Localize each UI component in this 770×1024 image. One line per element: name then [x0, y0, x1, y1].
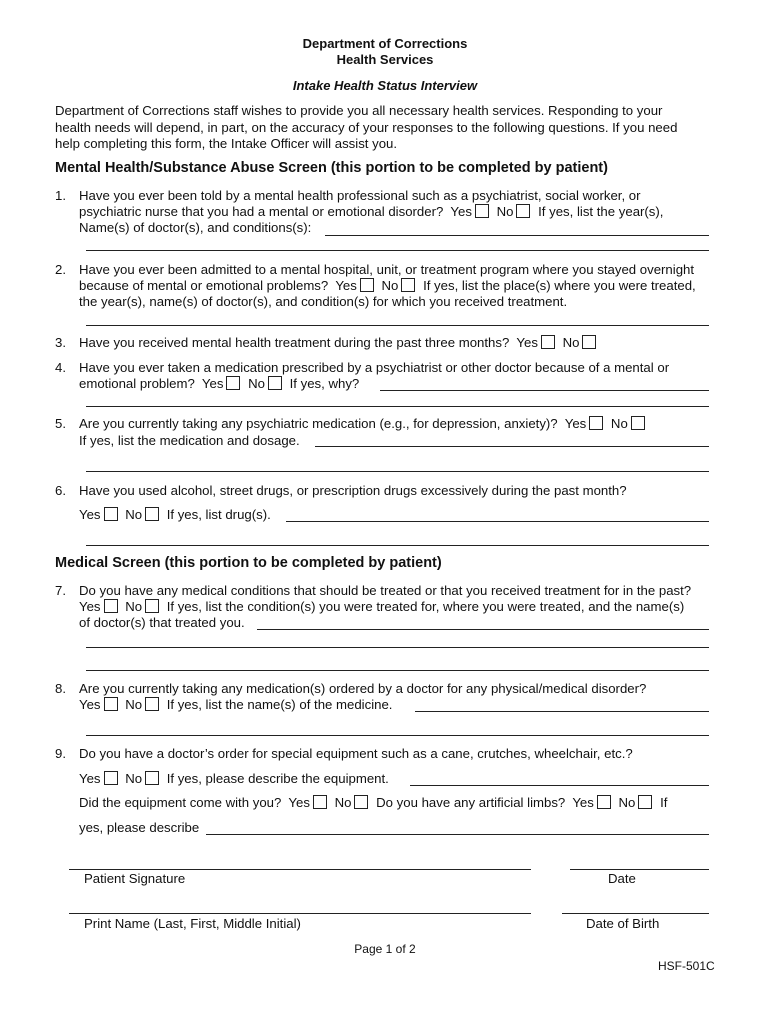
q5-number: 5.	[55, 416, 66, 431]
q9-text-3b: Do you have any artificial limbs?	[376, 795, 566, 810]
q3-text-1: Have you received mental health treatment during the past three months?	[79, 335, 510, 350]
q7-no-label: No	[125, 599, 143, 614]
q5-yes-checkbox[interactable]	[589, 416, 603, 430]
intro-line-1: Department of Corrections staff wishes to provide you all necessary health services. Responding to your	[55, 103, 663, 118]
q9-answer-line-2[interactable]	[206, 834, 709, 835]
q3-yes-label: Yes	[516, 335, 538, 350]
q7-text-1: Do you have any medical conditions that should be treated or that you received treatment for in the past?	[79, 583, 692, 598]
q7-answer-line-1[interactable]	[257, 629, 709, 630]
q4-no-label: No	[248, 376, 265, 391]
q6-text-1: Have you used alcohol, street drugs, or prescription drugs excessively during the past month?	[79, 483, 627, 498]
q6-number: 6.	[55, 483, 66, 498]
q9-text-3c: If	[660, 795, 668, 810]
q8-text-2b: If yes, list the name(s) of the medicine.	[166, 697, 393, 712]
q9-text-4: yes, please describe	[79, 820, 200, 835]
q1-text-2: psychiatric nurse that you had a mental or emotional disorder?	[79, 204, 444, 219]
date-label: Date	[608, 871, 636, 886]
q9-answer-line-1[interactable]	[410, 785, 709, 786]
q3-line-1	[79, 335, 600, 351]
q4-text-1: Have you ever taken a medication prescribed by a psychiatrist or other doctor because of a mental or	[79, 360, 670, 375]
q5-text-1: Are you currently taking any psychiatric medication (e.g., for depression, anxiety)?	[79, 416, 558, 431]
q9-text-2b: If yes, please describe the equipment.	[166, 771, 389, 786]
q1-answer-line-2[interactable]	[86, 250, 709, 251]
intro-line-2: health needs will depend, in part, on the accuracy of your responses to the following questions. If you need	[55, 120, 678, 135]
q7-answer-line-3[interactable]	[86, 670, 709, 671]
q1-text-1: Have you ever been told by a mental health professional such as a psychiatrist, social worker, or	[79, 188, 641, 203]
date-line[interactable]	[570, 869, 709, 870]
medical-section-title: Medical Screen (this portion to be completed by patient)	[55, 555, 442, 571]
q9-equip-yes-checkbox[interactable]	[313, 795, 327, 809]
q1-answer-line-1[interactable]	[325, 235, 709, 236]
q4-answer-line-1[interactable]	[380, 390, 709, 391]
q5-text-2: If yes, list the medication and dosage.	[79, 433, 300, 448]
q1-number: 1.	[55, 188, 66, 203]
q9-no-label: No	[125, 771, 143, 786]
q9-limbs-no-checkbox[interactable]	[638, 795, 652, 809]
q4-text-2b: If yes, why?	[289, 376, 360, 391]
q7-text-2b: If yes, list the condition(s) you were treated for, where you were treated, and the name(s)	[166, 599, 685, 614]
q2-text-1: Have you ever been admitted to a mental hospital, unit, or treatment program where you stayed overnight	[79, 262, 695, 277]
q2-yes-checkbox[interactable]	[360, 278, 374, 292]
q4-answer-line-2[interactable]	[86, 406, 709, 407]
q8-answer-line-2[interactable]	[86, 735, 709, 736]
q2-text-2: because of mental or emotional problems?	[79, 278, 329, 293]
q1-no-label: No	[496, 204, 514, 219]
intro-line-3: help completing this form, the Intake Officer will assist you.	[55, 136, 398, 151]
q3-number: 3.	[55, 335, 66, 350]
q4-number: 4.	[55, 360, 66, 375]
q2-yes-label: Yes	[335, 278, 357, 293]
date-of-birth-label: Date of Birth	[586, 916, 660, 931]
q8-no-checkbox[interactable]	[145, 697, 159, 711]
form-id: HSF-501C	[658, 959, 715, 973]
q9-number: 9.	[55, 746, 66, 761]
q6-text-2b: If yes, list drug(s).	[166, 507, 271, 522]
q9-equip-yes-label: Yes	[288, 795, 310, 810]
q7-yes-label: Yes	[79, 599, 101, 614]
mental-health-section-title: Mental Health/Substance Abuse Screen (this portion to be completed by patient)	[55, 160, 608, 176]
q9-yes-label: Yes	[79, 771, 101, 786]
q3-yes-checkbox[interactable]	[541, 335, 555, 349]
q2-text-2b: If yes, list the place(s) where you were treated,	[423, 278, 696, 293]
q9-equip-no-checkbox[interactable]	[354, 795, 368, 809]
q3-no-label: No	[562, 335, 580, 350]
q1-line-2	[79, 204, 663, 220]
q4-yes-label: Yes	[201, 376, 224, 391]
q9-no-checkbox[interactable]	[145, 771, 159, 785]
patient-signature-line[interactable]	[69, 869, 531, 870]
q9-text-1: Do you have a doctor’s order for special equipment such as a cane, crutches, wheelchair, etc.?	[79, 746, 633, 761]
q1-yes-label: Yes	[450, 204, 472, 219]
q5-answer-line-1[interactable]	[315, 446, 709, 447]
q7-yes-checkbox[interactable]	[104, 599, 118, 613]
q8-line-2	[79, 697, 392, 713]
q2-answer-line[interactable]	[86, 325, 709, 326]
q9-limbs-yes-checkbox[interactable]	[597, 795, 611, 809]
q4-line-2	[79, 376, 359, 392]
q5-answer-line-2[interactable]	[86, 471, 709, 472]
q5-no-checkbox[interactable]	[631, 416, 645, 430]
q9-limbs-no-label: No	[618, 795, 636, 810]
q1-no-checkbox[interactable]	[516, 204, 530, 218]
q2-number: 2.	[55, 262, 66, 277]
q4-no-checkbox[interactable]	[268, 376, 282, 390]
q6-no-label: No	[125, 507, 143, 522]
q2-text-3: the year(s), name(s) of doctor(s), and condition(s) for which you received treatment.	[79, 294, 568, 309]
q6-no-checkbox[interactable]	[145, 507, 159, 521]
q6-answer-line-1[interactable]	[286, 521, 709, 522]
q8-text-1: Are you currently taking any medication(s) ordered by a doctor for any physical/medical disorder?	[79, 681, 647, 696]
q8-yes-label: Yes	[79, 697, 101, 712]
q2-line-2	[79, 278, 696, 294]
q1-text-2b: If yes, list the year(s),	[538, 204, 664, 219]
q6-answer-line-2[interactable]	[86, 545, 709, 546]
q9-text-3: Did the equipment come with you?	[79, 795, 282, 810]
q7-text-3: of doctor(s) that treated you.	[79, 615, 245, 630]
q1-yes-checkbox[interactable]	[475, 204, 489, 218]
q4-text-2: emotional problem?	[79, 376, 195, 391]
q8-answer-line-1[interactable]	[415, 711, 709, 712]
q1-text-3: Name(s) of doctor(s), and conditions(s):	[79, 220, 312, 235]
q6-yes-label: Yes	[79, 507, 101, 522]
q9-yes-checkbox[interactable]	[104, 771, 118, 785]
q8-yes-checkbox[interactable]	[104, 697, 118, 711]
form-title: Intake Health Status Interview	[292, 78, 478, 93]
q9-equip-no-label: No	[334, 795, 352, 810]
q6-line-2	[79, 507, 271, 523]
department-heading: Department of Corrections	[302, 36, 468, 51]
q7-number: 7.	[55, 583, 66, 598]
q9-limbs-yes-label: Yes	[572, 795, 594, 810]
q3-no-checkbox[interactable]	[582, 335, 596, 349]
q8-no-label: No	[125, 697, 143, 712]
date-of-birth-line[interactable]	[562, 913, 709, 914]
q6-yes-checkbox[interactable]	[104, 507, 118, 521]
q9-line-3	[79, 795, 667, 811]
q9-line-2	[79, 771, 389, 787]
q7-answer-line-2[interactable]	[86, 647, 709, 648]
q2-no-checkbox[interactable]	[401, 278, 415, 292]
q4-yes-checkbox[interactable]	[226, 376, 240, 390]
print-name-label: Print Name (Last, First, Middle Initial)	[84, 916, 301, 931]
q5-yes-label: Yes	[564, 416, 587, 431]
q7-line-2	[79, 599, 684, 615]
q5-no-label: No	[610, 416, 628, 431]
q2-no-label: No	[381, 278, 399, 293]
q8-number: 8.	[55, 681, 66, 696]
q5-line-1	[79, 416, 649, 432]
q7-no-checkbox[interactable]	[145, 599, 159, 613]
services-heading: Health Services	[336, 52, 434, 67]
print-name-line[interactable]	[69, 913, 531, 914]
page-number: Page 1 of 2	[354, 942, 416, 956]
patient-signature-label: Patient Signature	[84, 871, 186, 886]
